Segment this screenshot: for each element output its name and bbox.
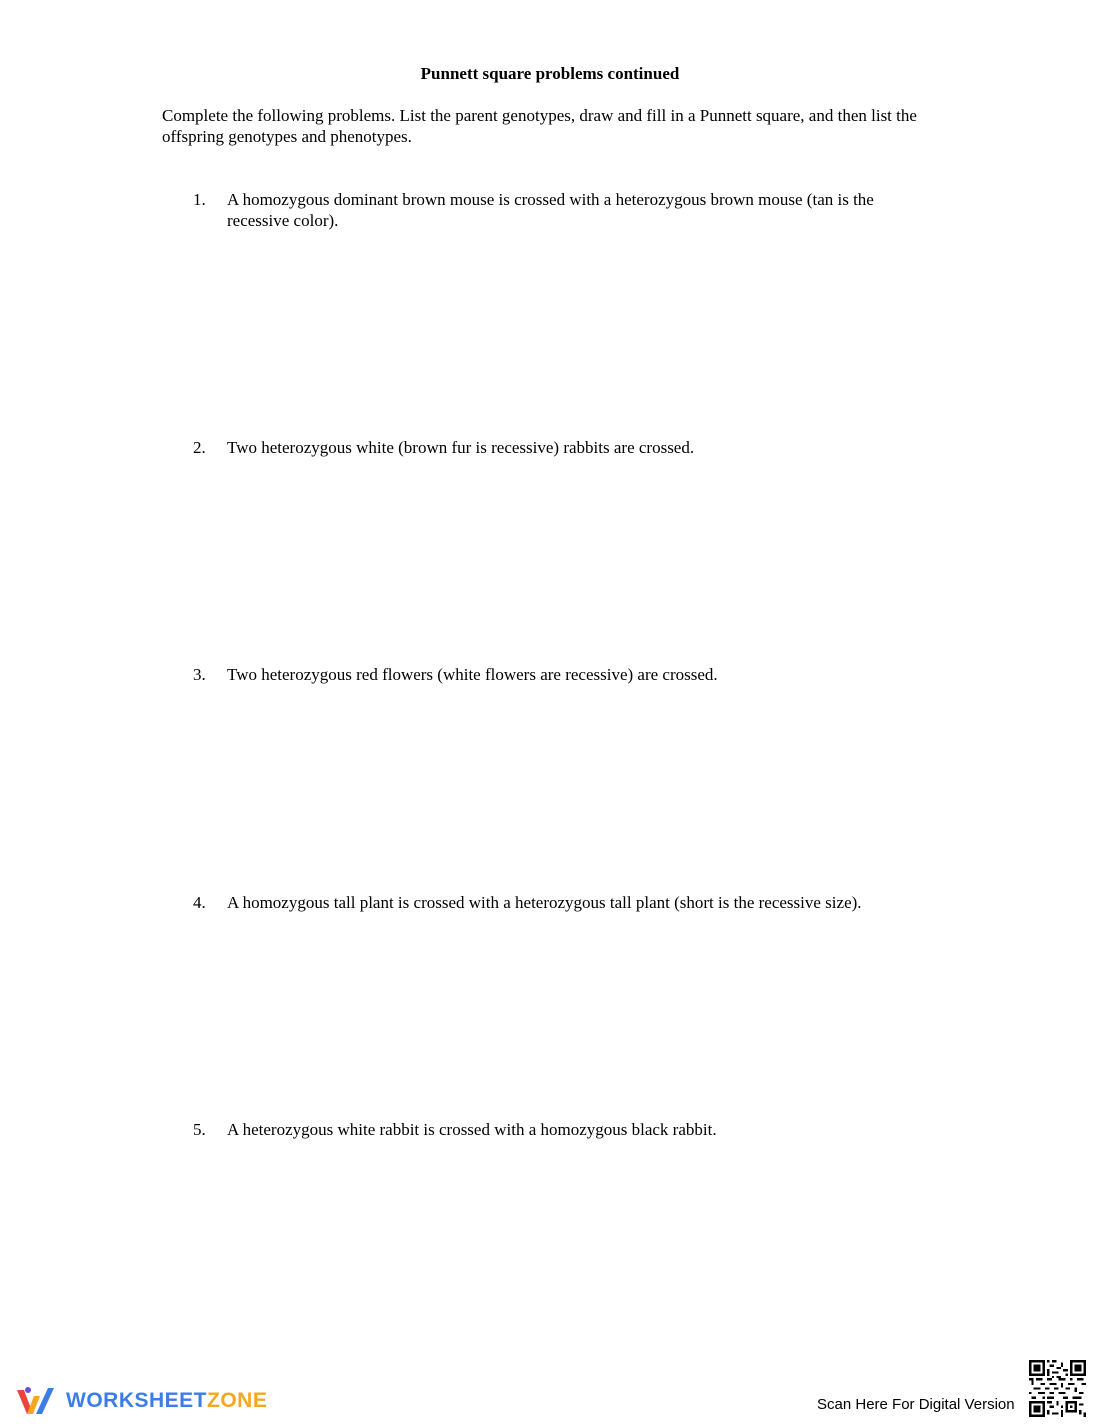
brand-name [66,1389,267,1413]
problem-text: Two heterozygous red flowers (white flowers are recessive) are crossed. [227,665,718,684]
problem-number: 1. [193,190,206,209]
problem-text: A homozygous dominant brown mouse is crossed with a heterozygous brown mouse (tan is the recessive color). [227,190,874,230]
problem-text: Two heterozygous white (brown fur is recessive) rabbits are crossed. [227,438,695,457]
problem-number: 2. [193,438,206,457]
problem-text: A heterozygous white rabbit is crossed with a homozygous black rabbit. [227,1120,717,1139]
scan-caption: Scan Here For Digital Version [817,1396,1015,1413]
problem-text: A homozygous tall plant is crossed with a heterozygous tall plant (short is the recessive size). [227,893,862,912]
worksheetzone-logo-icon [14,1384,60,1418]
problem-number: 5. [193,1120,206,1139]
instructions: Complete the following problems. List the parent genotypes, draw and fill in a Punnett square, and then list the offspring genotypes and phenotypes. [162,106,917,146]
problem-number: 4. [193,893,206,912]
page-title: Punnett square problems continued [420,64,680,83]
brand-logo[interactable] [14,1383,267,1419]
brand-name-part1: WORKSHEET [66,1389,207,1412]
problem-number: 3. [193,665,206,684]
brand-name-part2: ZONE [207,1389,268,1412]
qr-code-icon[interactable] [1029,1360,1086,1417]
